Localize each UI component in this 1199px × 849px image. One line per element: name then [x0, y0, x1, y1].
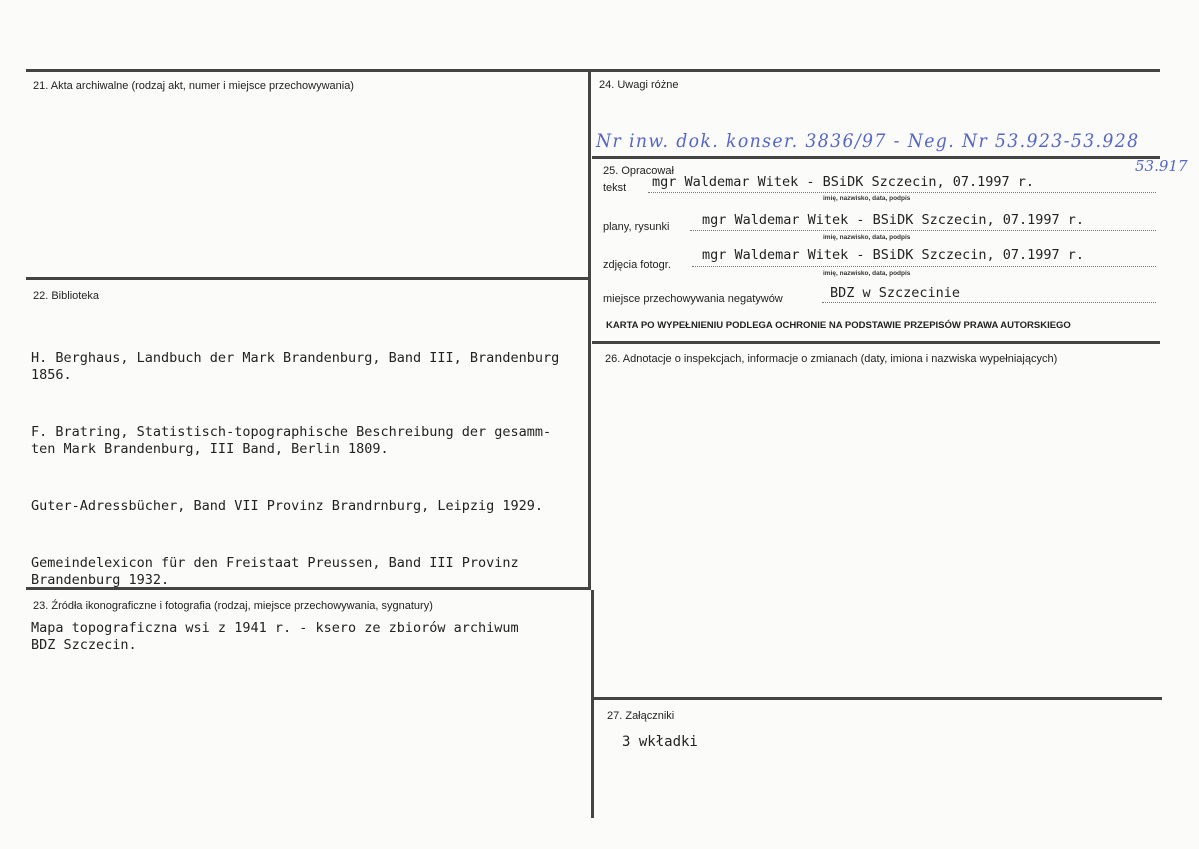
section-25-label: 25. Opracował	[603, 165, 674, 177]
section-22-label: 22. Biblioteka	[33, 290, 100, 302]
bibliography-entry: H. Berghaus, Landbuch der Mark Brandenburg, Band III, Brandenburg 1856.	[31, 350, 560, 383]
handwritten-negative-number: 53.917	[1135, 157, 1188, 175]
handwritten-inventory-note: Nr inw. dok. konser. 3836/97 - Neg. Nr 53.923-53.928	[596, 130, 1140, 152]
section-23-label: 23. Źródła ikonograficzne i fotografia (rodzaj, miejsce przechowywania, sygnatury)	[33, 600, 433, 612]
iconographic-sources-text: Mapa topograficzna wsi z 1941 r. - ksero ze zbiorów archiwum BDZ Szczecin.	[31, 620, 519, 653]
author-plans-value: mgr Waldemar Witek - BSiDK Szczecin, 07.1997 r.	[702, 212, 1085, 228]
negatives-label: miejsce przechowywania negatywów	[603, 293, 783, 305]
section-24-label: 24. Uwagi różne	[599, 79, 679, 91]
author-text-line	[648, 192, 1156, 193]
center-divider-line-lower	[591, 590, 594, 818]
author-text-caption: imię, nazwisko, data, podpis	[823, 195, 911, 202]
center-divider-line	[588, 69, 591, 590]
divider-24-25	[592, 156, 1160, 159]
author-photos-caption: imię, nazwisko, data, podpis	[823, 270, 911, 277]
author-plans-caption: imię, nazwisko, data, podpis	[823, 234, 911, 241]
negatives-line	[822, 302, 1156, 303]
section-27-label: 27. Załączniki	[607, 710, 675, 722]
author-row-label-text: tekst	[603, 182, 627, 194]
section-26-label: 26. Adnotacje o inspekcjach, informacje o zmianach (daty, imiona i nazwiska wypełniających)	[605, 353, 1058, 365]
author-photos-line	[692, 266, 1156, 267]
divider-21-22	[26, 277, 590, 280]
author-plans-line	[690, 230, 1156, 231]
bibliography-list	[31, 318, 586, 629]
author-row-label-photos: zdjęcia fotogr.	[603, 259, 671, 271]
attachments-value: 3 wkładki	[622, 734, 698, 750]
negatives-value: BDZ w Szczecinie	[830, 285, 961, 301]
author-text-value: mgr Waldemar Witek - BSiDK Szczecin, 07.1997 r.	[652, 174, 1035, 190]
author-photos-value: mgr Waldemar Witek - BSiDK Szczecin, 07.1997 r.	[702, 247, 1085, 263]
bibliography-entry: Gemeindelexicon für den Freistaat Preussen, Band III Provinz Brandenburg 1932.	[31, 555, 519, 588]
bibliography-entry: Guter-Adressbücher, Band VII Provinz Brandrnburg, Leipzig 1929.	[31, 498, 544, 514]
divider-25-26	[592, 341, 1160, 344]
section-21-label: 21. Akta archiwalne (rodzaj akt, numer i miejsce przechowywania)	[33, 80, 354, 92]
copyright-notice: KARTA PO WYPEŁNIENIU PODLEGA OCHRONIE NA PODSTAWIE PRZEPISÓW PRAWA AUTORSKIEGO	[606, 320, 1071, 331]
bibliography-entry: F. Bratring, Statistisch-topographische Beschreibung der gesamm- ten Mark Brandenburg, III Band, Berlin 1809.	[31, 424, 552, 457]
author-row-label-plans: plany, rysunki	[603, 221, 670, 233]
top-border-line	[26, 69, 1160, 72]
divider-26-27	[594, 697, 1162, 700]
